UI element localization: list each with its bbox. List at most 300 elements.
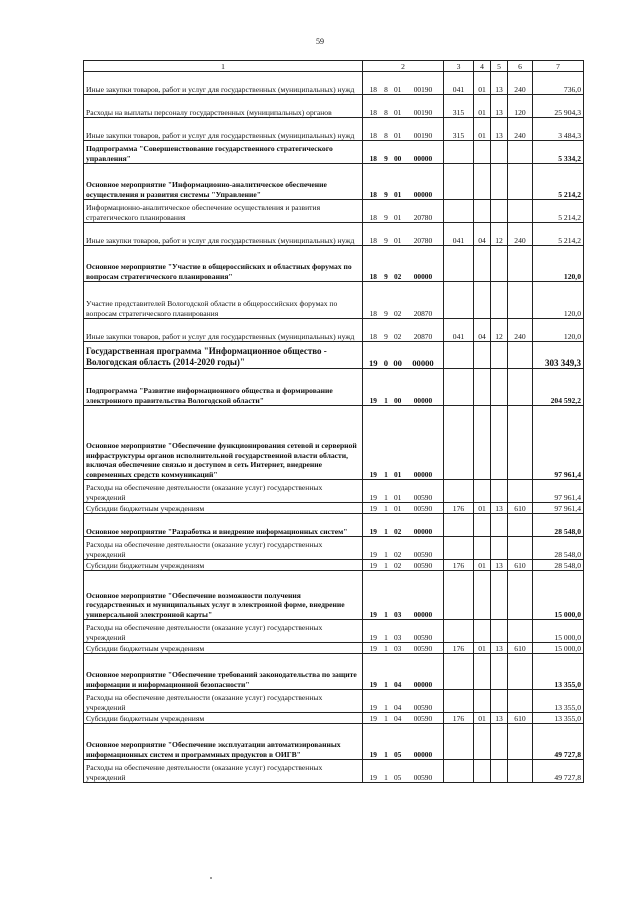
table-row	[84, 514, 584, 537]
row-subsection: 13	[491, 643, 508, 654]
row-amount: 49 727,8	[533, 760, 584, 783]
code-part: 9	[384, 212, 388, 222]
row-expense-type	[508, 406, 533, 480]
code-part: 19	[369, 395, 377, 405]
code-parts	[365, 714, 441, 723]
row-amount: 5 214,2	[533, 223, 584, 246]
row-section: 04	[474, 223, 491, 246]
row-section: 01	[474, 643, 491, 654]
row-expense-type	[508, 654, 533, 690]
row-code	[363, 342, 444, 369]
code-parts	[365, 680, 441, 689]
table-row	[84, 282, 584, 319]
code-part: 00	[393, 153, 402, 163]
code-part: 19	[369, 609, 377, 619]
table-row	[84, 223, 584, 246]
code-part: 9	[384, 331, 388, 341]
row-expense-type	[508, 246, 533, 282]
table-row	[84, 690, 584, 713]
code-part: 02	[393, 271, 402, 281]
code-parts	[365, 703, 441, 712]
code-part: 18	[369, 189, 377, 199]
row-admin-code: 041	[444, 72, 474, 95]
code-part: 01	[393, 492, 402, 502]
header-cell-7: 7	[533, 61, 584, 72]
row-name: Расходы на обеспечение деятельности (оказание услуг) государственных учреждений	[84, 690, 363, 713]
row-code	[363, 571, 444, 620]
code-parts	[365, 359, 441, 368]
row-admin-code: 041	[444, 319, 474, 342]
code-part: 19	[369, 679, 377, 689]
row-name: Субсидии бюджетным учреждениям	[84, 560, 363, 571]
code-part: 00590	[413, 549, 433, 559]
code-part: 8	[384, 130, 388, 140]
header-cell-5: 5	[491, 61, 508, 72]
code-parts	[365, 493, 441, 502]
row-subsection	[491, 654, 508, 690]
row-code	[363, 503, 444, 514]
code-part: 19	[368, 357, 378, 368]
row-code	[363, 319, 444, 342]
row-code	[363, 690, 444, 713]
row-code	[363, 246, 444, 282]
code-part: 1	[384, 749, 388, 759]
code-part: 18	[369, 212, 377, 222]
row-subsection: 13	[491, 72, 508, 95]
row-admin-code	[444, 690, 474, 713]
table-row	[84, 537, 584, 560]
row-amount: 25 904,3	[533, 95, 584, 118]
row-code	[363, 282, 444, 319]
row-name: Информационно-аналитическое обеспечение осуществления и развития стратегического планирования	[84, 200, 363, 223]
row-section	[474, 200, 491, 223]
row-name: Подпрограмма "Совершенствование государственного стратегического управления"	[84, 141, 363, 164]
header-cell-2: 2	[363, 61, 444, 72]
code-part: 03	[393, 632, 402, 642]
table-row	[84, 760, 584, 783]
header-cell-3: 3	[444, 61, 474, 72]
code-parts	[365, 550, 441, 559]
row-amount: 5 214,2	[533, 164, 584, 200]
row-expense-type	[508, 514, 533, 537]
row-section	[474, 537, 491, 560]
table-body	[84, 72, 584, 783]
table-row	[84, 480, 584, 503]
code-part: 00000	[413, 271, 433, 281]
row-name: Иные закупки товаров, работ и услуг для государственных (муниципальных) нужд	[84, 118, 363, 141]
code-part: 18	[369, 84, 377, 94]
row-code	[363, 713, 444, 724]
code-part: 1	[384, 503, 388, 513]
code-part: 1	[384, 395, 388, 405]
row-name: Государственная программа "Информационное общество - Вологодская область (2014-2020 годы)"	[84, 342, 363, 369]
row-section	[474, 690, 491, 713]
row-code	[363, 369, 444, 406]
row-section: 01	[474, 560, 491, 571]
row-name: Субсидии бюджетным учреждениям	[84, 503, 363, 514]
table-row	[84, 620, 584, 643]
row-admin-code	[444, 164, 474, 200]
row-subsection	[491, 571, 508, 620]
code-part: 9	[384, 271, 388, 281]
row-name: Расходы на обеспечение деятельности (оказание услуг) государственных учреждений	[84, 480, 363, 503]
table-row	[84, 571, 584, 620]
row-admin-code	[444, 246, 474, 282]
table-row	[84, 560, 584, 571]
code-part: 9	[384, 189, 388, 199]
code-parts	[365, 85, 441, 94]
code-parts	[365, 131, 441, 140]
scan-dot	[210, 877, 212, 879]
row-section	[474, 342, 491, 369]
row-expense-type: 610	[508, 503, 533, 514]
code-part: 00	[393, 357, 402, 368]
row-code	[363, 200, 444, 223]
table-row	[84, 643, 584, 654]
table-row	[84, 200, 584, 223]
row-name: Основное мероприятие "Разработка и внедрение информационных систем"	[84, 514, 363, 537]
code-part: 19	[369, 702, 377, 712]
header-cell-1: 1	[84, 61, 363, 72]
row-amount: 15 000,0	[533, 571, 584, 620]
code-parts	[365, 773, 441, 782]
row-expense-type: 610	[508, 560, 533, 571]
code-part: 1	[384, 632, 388, 642]
row-name: Иные закупки товаров, работ и услуг для государственных (муниципальных) нужд	[84, 223, 363, 246]
row-code	[363, 760, 444, 783]
table-row	[84, 713, 584, 724]
code-part: 19	[369, 713, 377, 723]
row-admin-code	[444, 571, 474, 620]
code-part: 19	[369, 749, 377, 759]
row-name: Основное мероприятие "Обеспечение требований законодательства по защите информации и информационной безопасности"	[84, 654, 363, 690]
code-part: 1	[384, 469, 388, 479]
row-amount: 120,0	[533, 319, 584, 342]
row-subsection	[491, 406, 508, 480]
row-amount: 28 548,0	[533, 560, 584, 571]
row-code	[363, 514, 444, 537]
code-parts	[365, 527, 441, 536]
row-admin-code	[444, 620, 474, 643]
row-subsection	[491, 141, 508, 164]
row-expense-type: 240	[508, 319, 533, 342]
code-part: 0	[383, 357, 389, 368]
code-part: 9	[384, 235, 388, 245]
row-name: Субсидии бюджетным учреждениям	[84, 713, 363, 724]
row-expense-type	[508, 571, 533, 620]
row-code	[363, 118, 444, 141]
code-part: 1	[384, 713, 388, 723]
row-expense-type	[508, 480, 533, 503]
row-name: Расходы на обеспечение деятельности (оказание услуг) государственных учреждений	[84, 620, 363, 643]
code-parts	[365, 633, 441, 642]
row-expense-type	[508, 369, 533, 406]
row-amount: 15 000,0	[533, 643, 584, 654]
row-amount: 5 214,2	[533, 200, 584, 223]
row-name: Расходы на обеспечение деятельности (оказание услуг) государственных учреждений	[84, 537, 363, 560]
row-expense-type	[508, 537, 533, 560]
row-amount: 49 727,8	[533, 724, 584, 760]
table-row	[84, 118, 584, 141]
code-parts	[365, 236, 441, 245]
code-part: 1	[384, 549, 388, 559]
row-section	[474, 282, 491, 319]
code-part: 00000	[413, 395, 433, 405]
table-row	[84, 141, 584, 164]
table-row	[84, 406, 584, 480]
row-amount: 13 355,0	[533, 654, 584, 690]
row-subsection: 13	[491, 560, 508, 571]
code-part: 19	[369, 503, 377, 513]
row-admin-code	[444, 480, 474, 503]
row-code	[363, 537, 444, 560]
code-part: 00000	[413, 469, 433, 479]
row-section	[474, 164, 491, 200]
code-part: 00590	[413, 702, 433, 712]
code-part: 19	[369, 469, 377, 479]
code-parts	[365, 213, 441, 222]
code-part: 00590	[413, 560, 433, 570]
row-amount: 97 961,4	[533, 406, 584, 480]
code-parts	[365, 309, 441, 318]
code-part: 00000	[412, 357, 434, 368]
row-subsection	[491, 537, 508, 560]
row-expense-type: 240	[508, 118, 533, 141]
row-code	[363, 620, 444, 643]
code-part: 20870	[413, 308, 433, 318]
code-part: 18	[369, 107, 377, 117]
row-subsection	[491, 480, 508, 503]
code-part: 00590	[413, 713, 433, 723]
row-amount: 120,0	[533, 282, 584, 319]
code-part: 19	[369, 772, 377, 782]
code-part: 02	[393, 549, 402, 559]
code-part: 00590	[413, 643, 433, 653]
row-subsection	[491, 342, 508, 369]
row-admin-code	[444, 537, 474, 560]
row-section	[474, 246, 491, 282]
row-admin-code: 176	[444, 713, 474, 724]
code-part: 00000	[413, 526, 433, 536]
code-part: 02	[393, 331, 402, 341]
row-name: Основное мероприятие "Обеспечение эксплуатации автоматизированных информационных систем и программных продуктов в ОИГВ"	[84, 724, 363, 760]
row-subsection	[491, 282, 508, 319]
row-amount: 5 334,2	[533, 141, 584, 164]
table-row	[84, 164, 584, 200]
row-admin-code: 041	[444, 223, 474, 246]
row-amount: 13 355,0	[533, 690, 584, 713]
row-amount: 28 548,0	[533, 537, 584, 560]
code-part: 01	[393, 84, 402, 94]
row-subsection	[491, 200, 508, 223]
table-row	[84, 369, 584, 406]
row-expense-type: 240	[508, 223, 533, 246]
table-row	[84, 95, 584, 118]
code-part: 01	[393, 235, 402, 245]
row-expense-type	[508, 760, 533, 783]
code-parts	[365, 750, 441, 759]
code-part: 00590	[413, 632, 433, 642]
table-row	[84, 503, 584, 514]
code-part: 20780	[413, 212, 433, 222]
row-subsection: 12	[491, 319, 508, 342]
code-parts	[365, 154, 441, 163]
row-amount: 736,0	[533, 72, 584, 95]
row-admin-code: 176	[444, 643, 474, 654]
row-code	[363, 72, 444, 95]
row-amount: 13 355,0	[533, 713, 584, 724]
code-parts	[365, 644, 441, 653]
code-part: 18	[369, 130, 377, 140]
row-amount: 3 484,3	[533, 118, 584, 141]
row-name: Основное мероприятие "Участие в общероссийских и областных форумах по вопросам стратегического планирования"	[84, 246, 363, 282]
code-part: 00190	[413, 107, 433, 117]
code-part: 9	[384, 308, 388, 318]
row-subsection: 13	[491, 118, 508, 141]
row-name: Основное мероприятие "Обеспечение возможности получения государственных и муниципальных услуг в электронной форме, внедрение универсальной электронной карты"	[84, 571, 363, 620]
row-name: Основное мероприятие "Обеспечение функционирования сетевой и серверной инфраструктуры органов исполнительной государственной власти области, включая обеспечение связью и доступом в сеть Интернет, внедрение современных средств коммуникаций"	[84, 406, 363, 480]
row-admin-code	[444, 200, 474, 223]
code-parts	[365, 190, 441, 199]
row-subsection: 12	[491, 223, 508, 246]
row-amount: 97 961,4	[533, 480, 584, 503]
code-part: 02	[393, 526, 402, 536]
code-part: 04	[393, 679, 402, 689]
row-code	[363, 95, 444, 118]
header-cell-6: 6	[508, 61, 533, 72]
code-parts	[365, 108, 441, 117]
row-section	[474, 514, 491, 537]
row-admin-code	[444, 369, 474, 406]
code-part: 00	[393, 395, 402, 405]
row-name: Основное мероприятие "Информационно-аналитическое обеспечение осуществления и развития системы "Управление"	[84, 164, 363, 200]
row-code	[363, 724, 444, 760]
row-admin-code	[444, 760, 474, 783]
row-admin-code	[444, 406, 474, 480]
row-amount: 28 548,0	[533, 514, 584, 537]
row-section	[474, 480, 491, 503]
row-name: Участие представителей Вологодской области в общероссийских форумах по вопросам стратегического планирования	[84, 282, 363, 319]
row-subsection	[491, 690, 508, 713]
code-part: 01	[393, 130, 402, 140]
table-row	[84, 246, 584, 282]
code-part: 01	[393, 189, 402, 199]
row-subsection: 13	[491, 713, 508, 724]
row-section	[474, 571, 491, 620]
row-admin-code	[444, 514, 474, 537]
row-expense-type: 610	[508, 713, 533, 724]
row-name: Подпрограмма "Развитие информационного общества и формирование электронного правительства Вологодской области"	[84, 369, 363, 406]
row-code	[363, 223, 444, 246]
table-row	[84, 319, 584, 342]
row-subsection	[491, 369, 508, 406]
code-part: 01	[393, 107, 402, 117]
code-part: 18	[369, 235, 377, 245]
row-admin-code: 176	[444, 560, 474, 571]
row-code	[363, 406, 444, 480]
row-subsection	[491, 620, 508, 643]
row-code	[363, 560, 444, 571]
row-section	[474, 369, 491, 406]
row-subsection	[491, 164, 508, 200]
code-parts	[365, 470, 441, 479]
code-part: 18	[369, 153, 377, 163]
row-section	[474, 141, 491, 164]
row-section: 04	[474, 319, 491, 342]
row-amount: 120,0	[533, 246, 584, 282]
table-row	[84, 654, 584, 690]
row-amount: 15 000,0	[533, 620, 584, 643]
code-part: 19	[369, 549, 377, 559]
code-parts	[365, 272, 441, 281]
row-subsection	[491, 724, 508, 760]
code-part: 19	[369, 632, 377, 642]
code-part: 05	[393, 749, 402, 759]
row-expense-type	[508, 620, 533, 643]
row-admin-code	[444, 724, 474, 760]
code-part: 00190	[413, 84, 433, 94]
row-name: Иные закупки товаров, работ и услуг для государственных (муниципальных) нужд	[84, 319, 363, 342]
code-part: 18	[369, 308, 377, 318]
code-part: 1	[384, 609, 388, 619]
row-code	[363, 480, 444, 503]
row-amount: 97 961,4	[533, 503, 584, 514]
header-row	[84, 61, 584, 72]
row-section	[474, 760, 491, 783]
row-expense-type	[508, 141, 533, 164]
code-part: 02	[393, 560, 402, 570]
row-expense-type	[508, 724, 533, 760]
code-part: 1	[384, 679, 388, 689]
row-section: 01	[474, 713, 491, 724]
row-subsection	[491, 246, 508, 282]
row-amount: 303 349,3	[533, 342, 584, 369]
row-admin-code	[444, 342, 474, 369]
row-code	[363, 164, 444, 200]
code-part: 01	[393, 212, 402, 222]
code-part: 00000	[413, 609, 433, 619]
row-section: 01	[474, 503, 491, 514]
row-name: Субсидии бюджетным учреждениям	[84, 643, 363, 654]
row-expense-type	[508, 690, 533, 713]
row-subsection	[491, 514, 508, 537]
code-part: 00000	[413, 189, 433, 199]
header-cell-4: 4	[474, 61, 491, 72]
code-part: 02	[393, 308, 402, 318]
row-code	[363, 141, 444, 164]
row-name: Иные закупки товаров, работ и услуг для государственных (муниципальных) нужд	[84, 72, 363, 95]
row-expense-type	[508, 342, 533, 369]
code-part: 19	[369, 643, 377, 653]
code-part: 1	[384, 492, 388, 502]
row-admin-code: 176	[444, 503, 474, 514]
row-section: 01	[474, 72, 491, 95]
code-part: 00590	[413, 772, 433, 782]
code-part: 1	[384, 772, 388, 782]
code-part: 05	[393, 772, 402, 782]
code-part: 04	[393, 713, 402, 723]
code-part: 03	[393, 643, 402, 653]
row-subsection	[491, 760, 508, 783]
code-part: 00190	[413, 130, 433, 140]
row-section	[474, 724, 491, 760]
row-admin-code	[444, 141, 474, 164]
code-part: 00000	[413, 749, 433, 759]
row-expense-type: 120	[508, 95, 533, 118]
page-number: 59	[316, 37, 324, 46]
code-part: 19	[369, 492, 377, 502]
code-parts	[365, 504, 441, 513]
